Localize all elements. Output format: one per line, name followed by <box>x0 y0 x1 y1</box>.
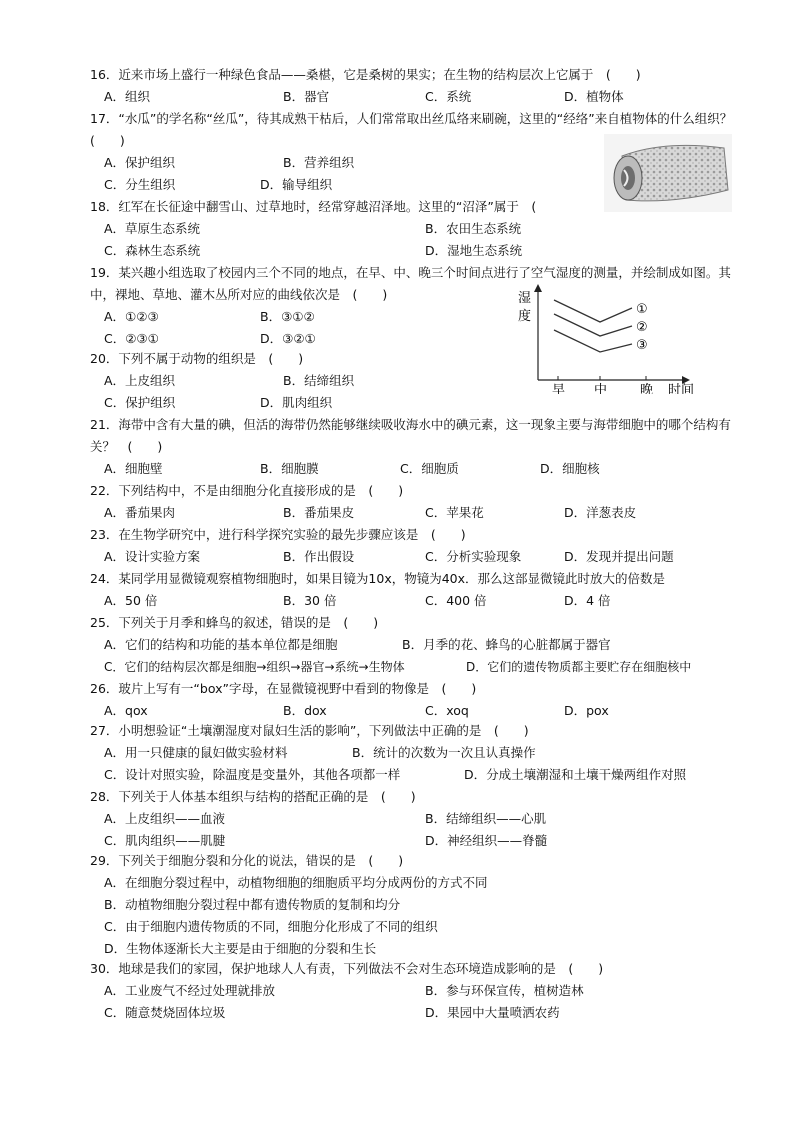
option-c: C．苹果花 <box>425 505 484 520</box>
option-c: C．分析实验现象 <box>425 549 522 564</box>
option-a: A．上皮组织——血液 <box>104 811 226 826</box>
options-row <box>90 590 740 612</box>
option-c: C．森林生态系统 <box>104 243 201 258</box>
options-row <box>90 502 740 524</box>
options-row <box>90 392 740 414</box>
option-b: B．③①② <box>260 309 315 324</box>
option-a: A．上皮组织 <box>104 373 176 388</box>
curve-label-2: ② <box>636 320 648 335</box>
option-d: D．肌肉组织 <box>260 395 333 410</box>
option-c: C．400 倍 <box>425 593 487 608</box>
option-d: D．4 倍 <box>564 593 611 608</box>
question-stem: 24．某同学用显微镜观察植物细胞时，如果目镜为10x，物镜为40x．那么这部显微镜此时放大的倍数是 <box>90 571 666 586</box>
options-row <box>90 764 740 786</box>
option-a: A．番茄果肉 <box>104 505 176 520</box>
option-d: D．输导组织 <box>260 177 333 192</box>
question-stem: 18．红军在长征途中翻雪山、过草地时，经常穿越沼泽地。这里的“沼泽”属于 ( <box>90 199 537 214</box>
option-a: A．保护组织 <box>104 155 176 170</box>
option-b: B．统计的次数为一次且认真操作 <box>352 745 536 760</box>
question-stem: 20．下列不属于动物的组织是 ( ) <box>90 351 304 366</box>
y-label-bottom: 度 <box>518 309 532 324</box>
question-21 <box>90 414 740 480</box>
option-c: C．保护组织 <box>104 395 176 410</box>
option-d: D．植物体 <box>564 89 624 104</box>
x-tick-morning: 早 <box>552 383 566 394</box>
option-d: D．洋葱表皮 <box>564 505 637 520</box>
option-b: B．月季的花、蜂鸟的心脏都属于器官 <box>402 637 611 652</box>
option-d: D．发现并提出问题 <box>564 549 674 564</box>
option-c: C．系统 <box>425 89 472 104</box>
option-row <box>90 872 740 894</box>
option-d: D．pox <box>564 703 609 718</box>
options-row <box>90 808 740 830</box>
option-row <box>90 916 740 938</box>
option-d: D．③②① <box>260 331 316 346</box>
question-stem: 16．近来市场上盛行一种绿色食品——桑椹，它是桑树的果实；在生物的结构层次上它属于 ( ) <box>90 67 641 82</box>
option-a: A．设计实验方案 <box>104 549 201 564</box>
option-d: D．生物体逐渐长大主要是由于细胞的分裂和生长 <box>104 941 377 956</box>
question-stem: 25．下列关于月季和蜂鸟的叙述，错误的是 ( ) <box>90 615 379 630</box>
options-row <box>90 370 740 392</box>
option-d: D．它们的遗传物质都主要贮存在细胞核中 <box>466 660 692 674</box>
option-a: A．细胞壁 <box>104 461 163 476</box>
option-c: C．分生组织 <box>104 177 176 192</box>
option-c: C．它们的结构层次都是细胞→组织→器官→系统→生物体 <box>104 660 405 674</box>
option-a: A．工业废气不经过处理就排放 <box>104 983 276 998</box>
option-a: A．50 倍 <box>104 593 158 608</box>
option-a: A．在细胞分裂过程中，动植物细胞的细胞质平均分成两份的方式不同 <box>104 875 488 890</box>
option-b: B．30 倍 <box>283 593 337 608</box>
options-row <box>90 1002 740 1024</box>
option-b: B．作出假设 <box>283 549 355 564</box>
question-29 <box>90 850 740 960</box>
option-a: A．草原生态系统 <box>104 221 201 236</box>
option-c: C．随意焚烧固体垃圾 <box>104 1005 226 1020</box>
question-stem: 30．地球是我们的家园，保护地球人人有责，下列做法不会对生态环境造成影响的是 ( ) <box>90 961 604 976</box>
option-row <box>90 938 740 960</box>
question-20 <box>90 348 740 414</box>
x-axis-label: 时间 <box>668 383 695 394</box>
option-b: B．营养组织 <box>283 155 355 170</box>
question-23 <box>90 524 740 568</box>
option-d: D．神经组织——脊髓 <box>425 833 548 848</box>
x-tick-noon: 中 <box>594 383 608 394</box>
option-b: B．器官 <box>283 89 330 104</box>
option-c: C．细胞质 <box>400 461 459 476</box>
question-stem: 17．“水瓜”的学名称“丝瓜”，待其成熟干枯后，人们常常取出丝瓜络来刷碗，这里的“经络”来自植物体的什么组织？ ( ) <box>90 111 745 148</box>
option-a: A．①②③ <box>104 309 159 324</box>
option-d: D．果园中大量喷洒农药 <box>425 1005 560 1020</box>
question-25 <box>90 612 740 678</box>
option-a: A．qox <box>104 703 148 718</box>
options-row <box>90 218 740 240</box>
options-row <box>90 980 740 1002</box>
question-stem: 23．在生物学研究中，进行科学探究实验的最先步骤应该是 ( ) <box>90 527 466 542</box>
option-d: D．细胞核 <box>540 461 600 476</box>
options-row <box>90 458 740 480</box>
curve-1 <box>554 300 632 322</box>
option-b: B．dox <box>283 703 327 718</box>
option-b: B．番茄果皮 <box>283 505 355 520</box>
option-b: B．结缔组织 <box>283 373 355 388</box>
question-22 <box>90 480 740 524</box>
option-b: B．动植物细胞分裂过程中都有遗传物质的复制和均分 <box>104 897 401 912</box>
question-24 <box>90 568 740 612</box>
options-row <box>90 240 740 262</box>
question-stem: 27．小明想验证“土壤潮湿度对鼠妇生活的影响”，下列做法中正确的是 ( ) <box>90 723 529 738</box>
option-d: D．湿地生态系统 <box>425 243 523 258</box>
option-b: B．参与环保宣传，植树造林 <box>425 983 584 998</box>
option-b: B．农田生态系统 <box>425 221 522 236</box>
option-c: C．xoq <box>425 703 469 718</box>
option-d: D．分成土壤潮湿和土壤干燥两组作对照 <box>464 767 687 782</box>
option-c: C．肌肉组织——肌腱 <box>104 833 226 848</box>
option-a: A．它们的结构和功能的基本单位都是细胞 <box>104 637 338 652</box>
option-a: A．用一只健康的鼠妇做实验材料 <box>104 745 288 760</box>
options-row <box>90 700 740 722</box>
curve-label-1: ① <box>636 302 648 317</box>
option-c: C．②③① <box>104 331 159 346</box>
question-18 <box>90 196 740 262</box>
question-stem: 19．某兴趣小组选取了校园内三个不同的地点，在早、中、晚三个时间点进行了空气湿度的测量，并绘制成如图。其中，裸地、草地、灌木丛所对应的曲线依次是 ( ) <box>90 265 731 302</box>
question-27 <box>90 720 740 786</box>
options-row <box>90 634 740 656</box>
question-stem: 29．下列关于细胞分裂和分化的说法，错误的是 ( ) <box>90 853 404 868</box>
option-c: C．由于细胞内遗传物质的不同，细胞分化形成了不同的组织 <box>104 919 438 934</box>
option-b: B．细胞膜 <box>260 461 319 476</box>
question-stem: 22．下列结构中，不是由细胞分化直接形成的是 ( ) <box>90 483 404 498</box>
question-26 <box>90 678 740 722</box>
option-c: C．设计对照实验，除温度是变量外，其他各项都一样 <box>104 767 401 782</box>
x-tick-evening: 晚 <box>640 383 654 394</box>
option-a: A．组织 <box>104 89 151 104</box>
question-stem: 21．海带中含有大量的碘，但活的海带仍然能够继续吸收海水中的碘元素，这一现象主要与海带细胞中的哪个结构有关？ ( ) <box>90 417 731 454</box>
question-16 <box>90 64 740 108</box>
options-row <box>90 546 740 568</box>
options-row <box>90 86 740 108</box>
question-28 <box>90 786 740 852</box>
options-row <box>90 656 740 678</box>
curve-2 <box>554 314 632 336</box>
option-row <box>90 894 740 916</box>
question-stem: 26．玻片上写有一“box”字母，在显微镜视野中看到的物像是 ( ) <box>90 681 477 696</box>
question-stem: 28．下列关于人体基本组织与结构的搭配正确的是 ( ) <box>90 789 416 804</box>
y-label-top: 湿 <box>518 291 532 306</box>
options-row <box>90 830 740 852</box>
option-b: B．结缔组织——心肌 <box>425 811 547 826</box>
options-row <box>90 742 740 764</box>
curve-label-3: ③ <box>636 338 648 353</box>
question-30 <box>90 958 740 1024</box>
